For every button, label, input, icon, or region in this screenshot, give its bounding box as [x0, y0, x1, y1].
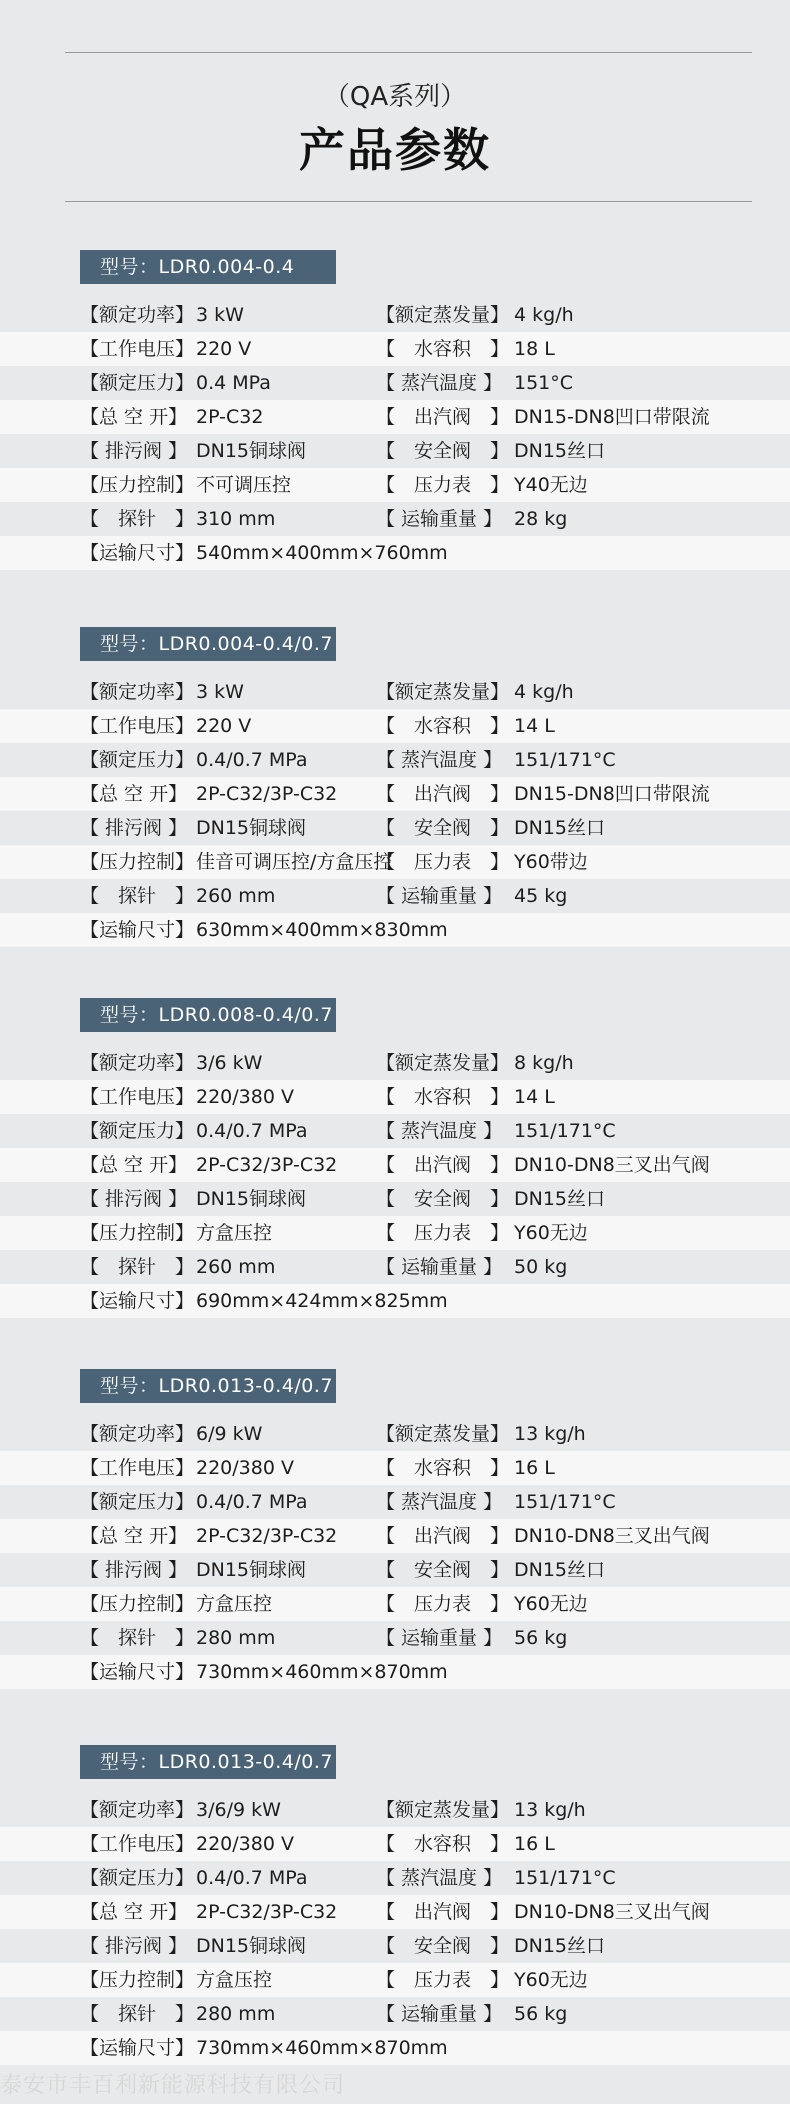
spec-label: 【压力控制】: [80, 1969, 195, 1991]
model-label: 型号：LDR0.013-0.4/0.7: [80, 1369, 336, 1403]
spec-label: 【工作电压】: [80, 338, 195, 360]
spec-row: [0, 1216, 790, 1250]
spec-table: [0, 298, 790, 570]
spec-label: 【压力控制】: [80, 1222, 195, 1244]
spec-value: 50 kg: [514, 1256, 568, 1278]
spec-row: [0, 1793, 790, 1827]
spec-value: 16 L: [514, 1457, 555, 1479]
title-divider: [65, 201, 752, 202]
spec-label: 【 压力表 】: [376, 851, 510, 873]
spec-value: DN10-DN8三叉出气阀: [514, 1154, 710, 1176]
spec-value: 151/171°C: [514, 1491, 616, 1513]
spec-label: 【 探针 】: [80, 1256, 195, 1278]
spec-label: 【 出汽阀 】: [376, 1154, 510, 1176]
spec-row: [0, 1621, 790, 1655]
spec-label: 【压力控制】: [80, 1593, 195, 1615]
spec-value: 151/171°C: [514, 1867, 616, 1889]
spec-label: 【额定压力】: [80, 1867, 195, 1889]
spec-value: 2P-C32/3P-C32: [196, 783, 338, 805]
spec-value: Y60无边: [514, 1969, 588, 1991]
spec-label: 【额定蒸发量】: [376, 1423, 510, 1445]
spec-value: 151/171°C: [514, 1120, 616, 1142]
spec-row: [0, 1587, 790, 1621]
spec-label: 【额定压力】: [80, 749, 195, 771]
spec-label: 【 运输重量 】: [376, 2003, 503, 2025]
spec-label: 【 水容积 】: [376, 338, 510, 360]
spec-label: 【 安全阀 】: [376, 817, 510, 839]
spec-row: [0, 1997, 790, 2031]
spec-label: 【 排污阀 】: [80, 1559, 188, 1581]
spec-value: 220 V: [196, 715, 252, 737]
spec-value: DN15铜球阀: [196, 1935, 307, 1957]
spec-label: 【 安全阀 】: [376, 1935, 510, 1957]
spec-label: 【额定蒸发量】: [376, 1799, 510, 1821]
spec-row: [0, 468, 790, 502]
page-title: 产品参数: [299, 123, 491, 177]
spec-value: 260 mm: [196, 885, 276, 907]
spec-label: 【运输尺寸】: [80, 2037, 195, 2059]
spec-row: [0, 1553, 790, 1587]
spec-label: 【额定蒸发量】: [376, 1052, 510, 1074]
spec-row: [0, 1655, 790, 1689]
spec-value: 0.4/0.7 MPa: [196, 1491, 308, 1513]
spec-label: 【 出汽阀 】: [376, 406, 510, 428]
spec-value: DN15-DN8凹口带限流: [514, 783, 710, 805]
spec-label: 【 排污阀 】: [80, 1188, 188, 1210]
spec-label: 【额定功率】: [80, 1423, 195, 1445]
spec-label: 【 探针 】: [80, 2003, 195, 2025]
spec-label: 【 水容积 】: [376, 1833, 510, 1855]
spec-row: [0, 1929, 790, 1963]
spec-label: 【 运输重量 】: [376, 1627, 503, 1649]
spec-label: 【额定功率】: [80, 1052, 195, 1074]
spec-label: 【额定功率】: [80, 1799, 195, 1821]
model-label: 型号：LDR0.004-0.4/0.7: [80, 627, 336, 661]
spec-label: 【 排污阀 】: [80, 817, 188, 839]
spec-row: [0, 536, 790, 570]
spec-value: 4 kg/h: [514, 304, 574, 326]
spec-value: 0.4/0.7 MPa: [196, 1120, 308, 1142]
spec-label: 【额定压力】: [80, 372, 195, 394]
spec-value: 56 kg: [514, 2003, 568, 2025]
spec-value: 16 L: [514, 1833, 555, 1855]
spec-value: 56 kg: [514, 1627, 568, 1649]
spec-label: 【工作电压】: [80, 1833, 195, 1855]
top-divider: [65, 52, 752, 53]
spec-label: 【 蒸汽温度 】: [376, 1491, 503, 1513]
spec-value: 220/380 V: [196, 1086, 294, 1108]
spec-label: 【 安全阀 】: [376, 440, 510, 462]
model-label: 型号：LDR0.008-0.4/0.7: [80, 998, 336, 1032]
spec-label: 【额定蒸发量】: [376, 681, 510, 703]
spec-value: 28 kg: [514, 508, 568, 530]
spec-label: 【总 空 开】: [80, 783, 188, 805]
spec-row: [0, 366, 790, 400]
spec-value: 方盒压控: [196, 1222, 273, 1244]
spec-label: 【 蒸汽温度 】: [376, 1120, 503, 1142]
spec-value: Y40无边: [514, 474, 588, 496]
spec-label: 【运输尺寸】: [80, 1661, 195, 1683]
spec-value: 不可调压控: [196, 474, 292, 496]
spec-label: 【压力控制】: [80, 851, 195, 873]
spec-label: 【额定功率】: [80, 304, 195, 326]
spec-value: 8 kg/h: [514, 1052, 574, 1074]
spec-label: 【工作电压】: [80, 1457, 195, 1479]
spec-table: [0, 1046, 790, 1318]
spec-value: 310 mm: [196, 508, 276, 530]
spec-value: 2P-C32/3P-C32: [196, 1901, 338, 1923]
spec-value: 151°C: [514, 372, 574, 394]
spec-value: DN10-DN8三叉出气阀: [514, 1901, 710, 1923]
spec-value: DN15丝口: [514, 440, 606, 462]
spec-row: [0, 1080, 790, 1114]
spec-value: DN15丝口: [514, 817, 606, 839]
spec-value: 0.4/0.7 MPa: [196, 749, 308, 771]
spec-value: DN15-DN8凹口带限流: [514, 406, 710, 428]
spec-label: 【压力控制】: [80, 474, 195, 496]
spec-table: [0, 1417, 790, 1689]
spec-row: [0, 811, 790, 845]
spec-value: 630mm×400mm×830mm: [196, 919, 448, 941]
spec-value: 2P-C32: [196, 406, 264, 428]
spec-label: 【 出汽阀 】: [376, 1525, 510, 1547]
spec-row: [0, 1963, 790, 1997]
company-watermark: 泰安市丰百利新能源科技有限公司: [0, 2073, 346, 2098]
spec-value: DN15铜球阀: [196, 817, 307, 839]
spec-row: [0, 1861, 790, 1895]
spec-label: 【 探针 】: [80, 885, 195, 907]
spec-label: 【 水容积 】: [376, 1086, 510, 1108]
spec-row: [0, 1895, 790, 1929]
spec-value: 730mm×460mm×870mm: [196, 2037, 448, 2059]
spec-row: [0, 879, 790, 913]
spec-label: 【 蒸汽温度 】: [376, 372, 503, 394]
spec-row: [0, 1182, 790, 1216]
spec-row: [0, 1519, 790, 1553]
spec-row: [0, 1250, 790, 1284]
spec-row: [0, 1114, 790, 1148]
spec-label: 【额定压力】: [80, 1491, 195, 1513]
spec-label: 【额定压力】: [80, 1120, 195, 1142]
spec-value: Y60无边: [514, 1222, 588, 1244]
spec-label: 【运输尺寸】: [80, 1290, 195, 1312]
spec-value: 13 kg/h: [514, 1799, 586, 1821]
spec-row: [0, 845, 790, 879]
spec-label: 【 出汽阀 】: [376, 1901, 510, 1923]
spec-row: [0, 709, 790, 743]
spec-label: 【 压力表 】: [376, 1969, 510, 1991]
spec-value: 方盒压控: [196, 1593, 273, 1615]
spec-label: 【 安全阀 】: [376, 1559, 510, 1581]
spec-label: 【总 空 开】: [80, 406, 188, 428]
spec-row: [0, 1451, 790, 1485]
spec-value: DN15丝口: [514, 1188, 606, 1210]
spec-label: 【额定蒸发量】: [376, 304, 510, 326]
spec-label: 【运输尺寸】: [80, 919, 195, 941]
spec-label: 【 排污阀 】: [80, 1935, 188, 1957]
spec-value: 730mm×460mm×870mm: [196, 1661, 448, 1683]
spec-label: 【总 空 开】: [80, 1901, 188, 1923]
spec-label: 【 探针 】: [80, 1627, 195, 1649]
spec-row: [0, 743, 790, 777]
spec-value: 0.4/0.7 MPa: [196, 1867, 308, 1889]
spec-value: DN10-DN8三叉出气阀: [514, 1525, 710, 1547]
spec-label: 【 水容积 】: [376, 1457, 510, 1479]
spec-value: 3/6 kW: [196, 1052, 263, 1074]
model-label: 型号：LDR0.013-0.4/0.7: [80, 1745, 336, 1779]
spec-label: 【 运输重量 】: [376, 508, 503, 530]
spec-value: 220/380 V: [196, 1457, 294, 1479]
spec-label: 【工作电压】: [80, 715, 195, 737]
spec-row: [0, 434, 790, 468]
spec-value: DN15铜球阀: [196, 1559, 307, 1581]
spec-value: 540mm×400mm×760mm: [196, 542, 448, 564]
series-subtitle: （QA系列）: [323, 82, 467, 112]
spec-label: 【 探针 】: [80, 508, 195, 530]
spec-label: 【 运输重量 】: [376, 1256, 503, 1278]
spec-row: [0, 298, 790, 332]
spec-label: 【 排污阀 】: [80, 440, 188, 462]
spec-value: 220 V: [196, 338, 252, 360]
spec-value: 220/380 V: [196, 1833, 294, 1855]
spec-row: [0, 1827, 790, 1861]
spec-label: 【 出汽阀 】: [376, 783, 510, 805]
spec-table: [0, 1793, 790, 2065]
spec-row: [0, 1417, 790, 1451]
spec-value: Y60无边: [514, 1593, 588, 1615]
spec-value: 6/9 kW: [196, 1423, 263, 1445]
spec-value: 13 kg/h: [514, 1423, 586, 1445]
spec-value: 151/171°C: [514, 749, 616, 771]
spec-row: [0, 502, 790, 536]
spec-value: 45 kg: [514, 885, 568, 907]
spec-label: 【 安全阀 】: [376, 1188, 510, 1210]
spec-row: [0, 777, 790, 811]
spec-value: 方盒压控: [196, 1969, 273, 1991]
model-label: 型号：LDR0.004-0.4: [80, 250, 336, 284]
spec-row: [0, 332, 790, 366]
spec-value: 280 mm: [196, 2003, 276, 2025]
spec-value: 2P-C32/3P-C32: [196, 1525, 338, 1547]
spec-table: [0, 675, 790, 947]
spec-value: 3 kW: [196, 681, 244, 703]
spec-label: 【工作电压】: [80, 1086, 195, 1108]
spec-label: 【 水容积 】: [376, 715, 510, 737]
spec-row: [0, 1485, 790, 1519]
spec-row: [0, 1046, 790, 1080]
spec-value: Y60带边: [514, 851, 588, 873]
spec-label: 【总 空 开】: [80, 1154, 188, 1176]
spec-label: 【 蒸汽温度 】: [376, 749, 503, 771]
spec-row: [0, 2031, 790, 2065]
spec-value: 佳音可调压控/方盒压控: [196, 851, 393, 873]
spec-value: 690mm×424mm×825mm: [196, 1290, 448, 1312]
spec-label: 【 蒸汽温度 】: [376, 1867, 503, 1889]
spec-value: 0.4 MPa: [196, 372, 271, 394]
spec-value: 280 mm: [196, 1627, 276, 1649]
spec-row: [0, 400, 790, 434]
spec-value: DN15丝口: [514, 1935, 606, 1957]
spec-row: [0, 1284, 790, 1318]
spec-label: 【总 空 开】: [80, 1525, 188, 1547]
spec-row: [0, 1148, 790, 1182]
spec-label: 【额定功率】: [80, 681, 195, 703]
spec-value: 2P-C32/3P-C32: [196, 1154, 338, 1176]
spec-value: 4 kg/h: [514, 681, 574, 703]
spec-value: 14 L: [514, 715, 555, 737]
spec-value: DN15铜球阀: [196, 440, 307, 462]
spec-value: DN15丝口: [514, 1559, 606, 1581]
spec-value: 18 L: [514, 338, 555, 360]
spec-row: [0, 913, 790, 947]
spec-label: 【 压力表 】: [376, 1222, 510, 1244]
spec-value: 260 mm: [196, 1256, 276, 1278]
spec-label: 【运输尺寸】: [80, 542, 195, 564]
spec-label: 【 压力表 】: [376, 1593, 510, 1615]
spec-row: [0, 675, 790, 709]
spec-value: DN15铜球阀: [196, 1188, 307, 1210]
spec-label: 【 运输重量 】: [376, 885, 503, 907]
spec-label: 【 压力表 】: [376, 474, 510, 496]
spec-value: 3/6/9 kW: [196, 1799, 281, 1821]
spec-value: 14 L: [514, 1086, 555, 1108]
spec-value: 3 kW: [196, 304, 244, 326]
